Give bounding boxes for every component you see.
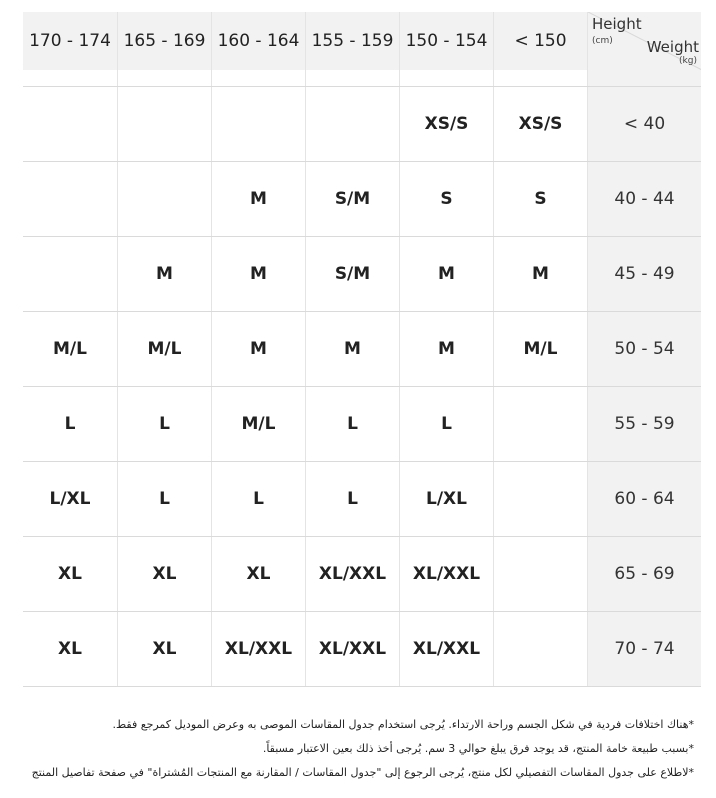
size-cell: M xyxy=(211,237,305,311)
size-cell: M/L xyxy=(117,312,211,386)
size-cell: XL xyxy=(58,564,82,584)
footnote: *هناك اختلافات فردية في شكل الجسم وراحة الارتداء. يُرجى استخدام جدول المقاسات الموصى به وعرض الموديل كمرجع فقط. xyxy=(112,718,694,731)
size-cell: XL xyxy=(211,537,305,611)
size-cell: XS/S xyxy=(493,87,587,161)
table-row xyxy=(23,537,701,612)
weight-range-cell: 40 - 44 xyxy=(587,162,701,236)
size-cell: XL xyxy=(117,612,211,686)
height-range-header: 150 - 154 xyxy=(399,12,493,70)
table-row xyxy=(23,462,701,537)
size-cell xyxy=(211,87,305,161)
spacer-cell xyxy=(587,70,701,86)
footnotes xyxy=(14,716,694,788)
size-cell: L/XL xyxy=(399,462,493,536)
size-chart-table xyxy=(23,12,701,687)
spacer-cell xyxy=(23,70,117,86)
size-cell: S/M xyxy=(305,162,399,236)
size-cell: L xyxy=(211,462,305,536)
table-row xyxy=(23,87,701,162)
size-cell xyxy=(305,87,399,161)
footnote: *بسبب طبيعة خامة المنتج، قد يوجد فرق يبلغ حوالي 3 سم. يُرجى أخذ ذلك بعين الاعتبار مسبقاً. xyxy=(262,742,694,755)
height-range-header: 155 - 159 xyxy=(305,12,399,70)
spacer-cell xyxy=(117,70,211,86)
weight-range-cell: 45 - 49 xyxy=(587,237,701,311)
size-cell: M xyxy=(117,237,211,311)
corner-header xyxy=(587,12,701,70)
size-cell xyxy=(23,162,117,236)
size-cell: XL/XXL xyxy=(399,537,493,611)
weight-unit: (kg) xyxy=(679,56,697,66)
size-cell: M xyxy=(399,237,493,311)
size-cell: XL/XXL xyxy=(211,612,305,686)
height-unit: (cm) xyxy=(592,36,613,46)
height-range-header: 160 - 164 xyxy=(211,12,305,70)
size-cell: M xyxy=(211,312,305,386)
weight-range-cell: 70 - 74 xyxy=(587,612,701,686)
spacer-cell xyxy=(305,70,399,86)
size-cell xyxy=(23,237,117,311)
table-row xyxy=(23,162,701,237)
size-cell: M/L xyxy=(53,339,87,359)
table-header-row xyxy=(23,12,701,70)
size-cell xyxy=(117,162,211,236)
size-cell: L xyxy=(117,387,211,461)
weight-range-cell: 60 - 64 xyxy=(587,462,701,536)
size-cell: L xyxy=(117,462,211,536)
spacer-row xyxy=(23,70,701,87)
size-cell: L xyxy=(64,414,76,434)
height-range-header: < 150 xyxy=(493,12,587,70)
size-cell: XL/XXL xyxy=(305,612,399,686)
size-cell: L xyxy=(305,462,399,536)
size-cell: XL xyxy=(117,537,211,611)
table-row xyxy=(23,387,701,462)
weight-label: Weight xyxy=(646,38,699,56)
size-cell: L xyxy=(305,387,399,461)
size-cell: M xyxy=(493,237,587,311)
size-cell xyxy=(493,462,587,536)
table-row xyxy=(23,237,701,312)
spacer-cell xyxy=(211,70,305,86)
size-cell xyxy=(493,537,587,611)
table-row xyxy=(23,312,701,387)
height-label: Height xyxy=(592,15,642,33)
size-cell: S xyxy=(399,162,493,236)
size-cell: S xyxy=(493,162,587,236)
size-cell: M xyxy=(399,312,493,386)
size-cell: XL xyxy=(58,639,82,659)
size-cell: S/M xyxy=(305,237,399,311)
height-range-header: 170 - 174 xyxy=(29,31,111,51)
weight-range-cell: 50 - 54 xyxy=(587,312,701,386)
size-cell: M xyxy=(305,312,399,386)
weight-range-cell: 65 - 69 xyxy=(587,537,701,611)
size-cell: XS/S xyxy=(399,87,493,161)
size-cell xyxy=(493,612,587,686)
size-cell: M/L xyxy=(211,387,305,461)
footnote: *لاطلاع على جدول المقاسات التفصيلي لكل منتج، يُرجى الرجوع إلى "جدول المقاسات / المقارنة مع المنتجات المُشتراة" في صفحة تفاصيل المنتج xyxy=(31,766,694,779)
height-range-header: 165 - 169 xyxy=(117,12,211,70)
size-cell xyxy=(23,87,117,161)
size-cell: L xyxy=(399,387,493,461)
size-cell: L/XL xyxy=(49,489,91,509)
weight-range-cell: < 40 xyxy=(587,87,701,161)
size-cell: XL/XXL xyxy=(305,537,399,611)
size-cell xyxy=(117,87,211,161)
size-cell: XL/XXL xyxy=(399,612,493,686)
size-cell: M xyxy=(211,162,305,236)
spacer-cell xyxy=(399,70,493,86)
size-cell xyxy=(493,387,587,461)
weight-range-cell: 55 - 59 xyxy=(587,387,701,461)
table-row xyxy=(23,612,701,687)
spacer-cell xyxy=(493,70,587,86)
size-cell: M/L xyxy=(493,312,587,386)
